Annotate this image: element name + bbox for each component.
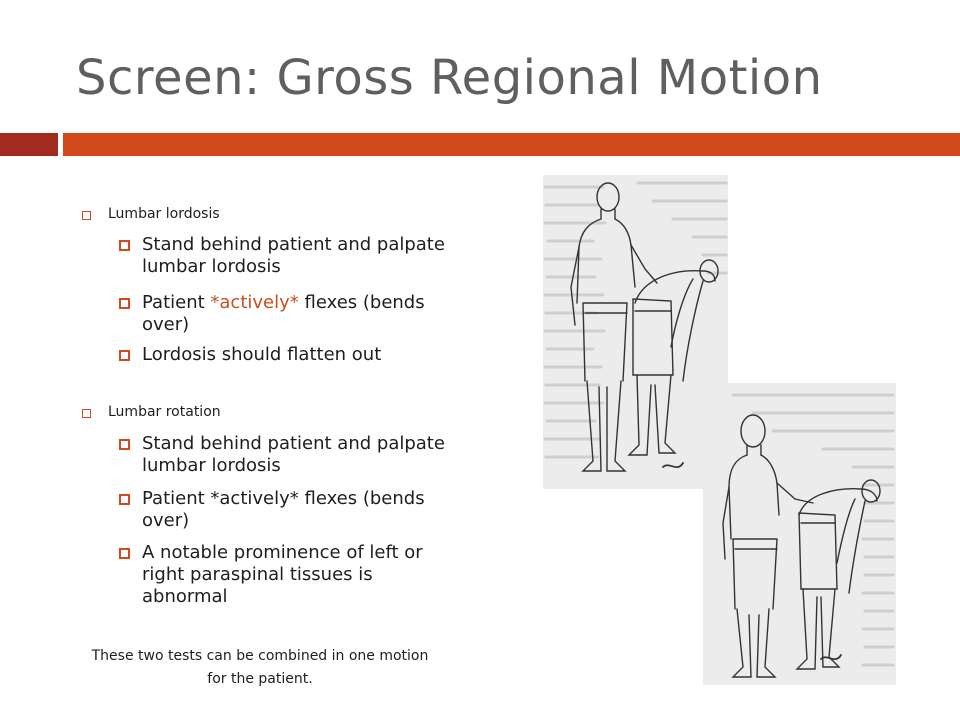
filled-square-bullet-icon	[119, 240, 130, 251]
filled-square-bullet-icon	[119, 298, 130, 309]
rotation-illustration-image	[703, 383, 896, 685]
filled-square-bullet-icon	[119, 548, 130, 559]
filled-square-bullet-icon	[119, 494, 130, 505]
filled-square-bullet-icon	[119, 350, 130, 361]
hollow-square-bullet-icon	[82, 211, 91, 220]
slide-title: Screen: Gross Regional Motion	[76, 50, 823, 106]
flexion-illustration-image	[543, 175, 728, 489]
slide-content: Lumbar lordosis Stand behind patient and palpate lumbar lordosis Patient *actively* flexes (bends over) Lordosis should flatten out Lumbar rotation Stand behind patient and palpate lumbar lordosis Patient *actively* flexes (bends over) A notable prominence of left or right paraspinal tissues is abnormal These two tests can be combined in one motion for the patient.	[0, 0, 500, 720]
footnote: These two tests can be combined in one motion for the patient.	[91, 648, 429, 687]
highlighted-text: *actively*	[210, 292, 299, 313]
hollow-square-bullet-icon	[82, 409, 91, 418]
filled-square-bullet-icon	[119, 439, 130, 450]
